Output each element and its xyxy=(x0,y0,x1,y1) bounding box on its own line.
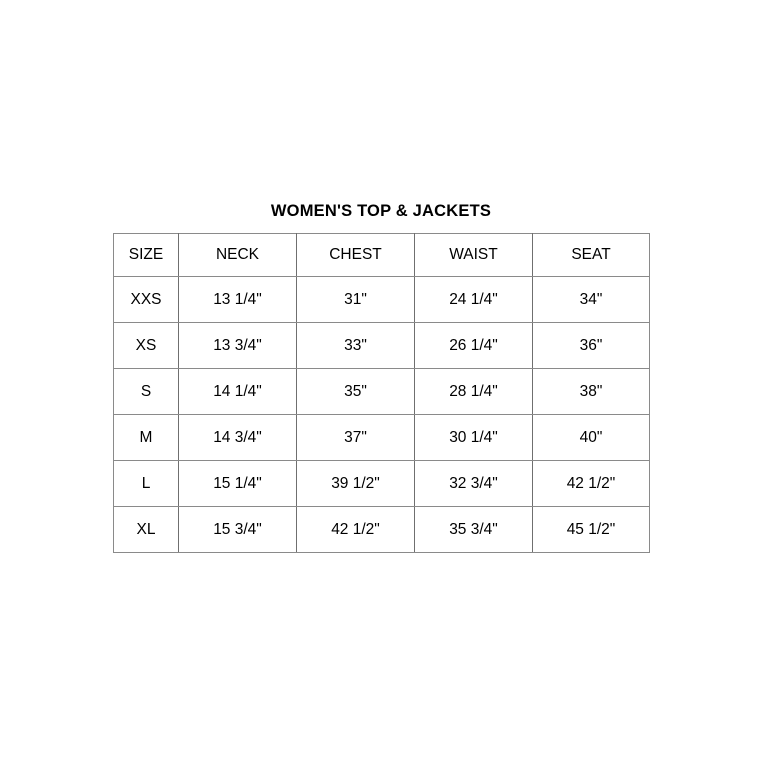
table-row xyxy=(114,323,650,369)
cell-waist: 26 1/4" xyxy=(415,323,533,369)
cell-waist: 32 3/4" xyxy=(415,461,533,507)
cell-neck: 13 3/4" xyxy=(179,323,297,369)
page-title: WOMEN'S TOP & JACKETS xyxy=(270,202,492,220)
size-chart-table xyxy=(113,233,650,553)
table-header-row xyxy=(114,234,650,277)
cell-chest: 35" xyxy=(297,369,415,415)
cell-neck: 15 3/4" xyxy=(179,507,297,553)
cell-chest: 33" xyxy=(297,323,415,369)
cell-seat: 34" xyxy=(533,277,650,323)
column-header-waist: WAIST xyxy=(415,234,533,277)
cell-neck: 13 1/4" xyxy=(179,277,297,323)
table-row xyxy=(114,461,650,507)
table-row xyxy=(114,277,650,323)
cell-waist: 28 1/4" xyxy=(415,369,533,415)
table-row xyxy=(114,369,650,415)
cell-waist: 30 1/4" xyxy=(415,415,533,461)
column-header-size: SIZE xyxy=(114,234,179,277)
cell-neck: 14 3/4" xyxy=(179,415,297,461)
table-row xyxy=(114,507,650,553)
column-header-chest: CHEST xyxy=(297,234,415,277)
cell-seat: 45 1/2" xyxy=(533,507,650,553)
cell-seat: 42 1/2" xyxy=(533,461,650,507)
cell-size: M xyxy=(114,415,179,461)
column-header-seat: SEAT xyxy=(533,234,650,277)
cell-neck: 15 1/4" xyxy=(179,461,297,507)
cell-chest: 42 1/2" xyxy=(297,507,415,553)
cell-waist: 35 3/4" xyxy=(415,507,533,553)
cell-chest: 39 1/2" xyxy=(297,461,415,507)
cell-chest: 37" xyxy=(297,415,415,461)
cell-size: S xyxy=(114,369,179,415)
cell-size: XS xyxy=(114,323,179,369)
cell-size: XL xyxy=(114,507,179,553)
cell-size: L xyxy=(114,461,179,507)
cell-waist: 24 1/4" xyxy=(415,277,533,323)
cell-neck: 14 1/4" xyxy=(179,369,297,415)
size-chart xyxy=(113,202,649,553)
table-row xyxy=(114,415,650,461)
column-header-neck: NECK xyxy=(179,234,297,277)
cell-seat: 36" xyxy=(533,323,650,369)
cell-chest: 31" xyxy=(297,277,415,323)
cell-size: XXS xyxy=(114,277,179,323)
cell-seat: 38" xyxy=(533,369,650,415)
cell-seat: 40" xyxy=(533,415,650,461)
